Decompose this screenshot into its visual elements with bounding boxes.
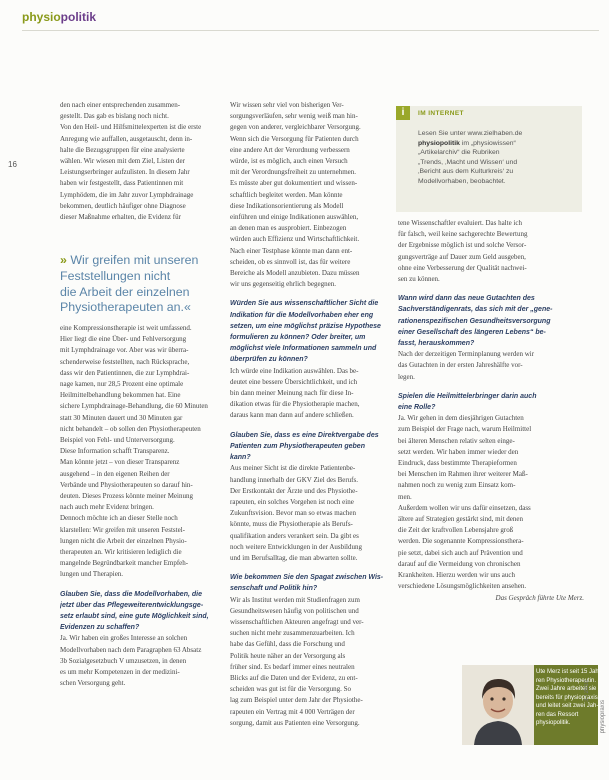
text-line: für falsch, weil keine sachgerechte Bewertung (398, 230, 528, 239)
text-line: ren das Ressort (536, 711, 579, 718)
text-line: gestellt. Das gab es bislang noch nicht. (60, 112, 169, 121)
text-line: statt 30 Minuten dauert und 30 Minuten gar (60, 413, 183, 422)
text-line: überprüfen zu können? (230, 356, 308, 364)
text-line: handlung innerhalb der GKV Ziel des Berufs. (230, 475, 358, 484)
text-line: Zukunftsvision. Bevor man so etwas machen (230, 509, 356, 518)
text-line: und leitet seit zwei Jah- (536, 703, 599, 709)
text-line: Glauben Sie, dass die Modellvorhaben, die (60, 590, 202, 598)
text-line: senschaft und Politik hin? (230, 585, 318, 593)
text-line: bei Menschen im Rahmen ihrer weiterer Maß- (398, 470, 528, 479)
pull-quote (60, 253, 225, 316)
text-line: physiopolitik im „physiowissen“ (418, 139, 516, 147)
text-line: Evidenzen zu schaffen? (60, 624, 140, 632)
col1-question (60, 589, 226, 634)
text-line: dass wir den Patientinnen, die zur Lymphdrai- (60, 368, 190, 377)
text-line: kann? (230, 454, 251, 462)
text-line: sorgungsverläufen, sehr wenig weiß man hin- (230, 112, 358, 121)
col2-top-lines (230, 100, 390, 290)
text-line: schenderweise feststellten, nach Rücksprache, (60, 357, 190, 366)
col1-top-lines (60, 100, 226, 223)
text-line: dieser Maßnahme erhalten, die Evidenz für (60, 213, 181, 222)
text-line: setzt werden. Wir haben immer wieder den (398, 447, 519, 456)
text-line: gungsverträge auf Dauer zum Geld ausgeben, (398, 252, 526, 261)
column-3 (398, 218, 584, 604)
col3-question-1 (398, 293, 584, 349)
text-line: wählen. Wir wiesen mit dem Ziel, Listen der (60, 157, 185, 166)
text-line: Verbände und Physiotherapeuten so darauf hin- (60, 480, 193, 489)
text-line: Aus meiner Sicht ist die direkte Patientenbe- (230, 464, 356, 473)
pull-quote-lines (60, 253, 198, 314)
text-line: Es müsste aber gut dokumentiert und wissen- (230, 179, 358, 188)
text-line: Lesen Sie unter www.zielhaben.de (418, 130, 523, 137)
text-line: mangelnde Begründbarkeit mancher Empfeh- (60, 559, 189, 568)
col2-answer-2 (230, 463, 390, 564)
text-line: sorgung, damit aus Patienten eine Versorgung. (230, 718, 360, 727)
text-line: haben wir festgestellt, dass Patientinnen mit (60, 179, 184, 188)
text-line: einer Gesellschaft des längeren Lebens“ be- (398, 328, 546, 336)
text-line: suchen nicht mehr zusammenzuarbeiten. Ich (230, 629, 355, 638)
text-line: setz erlaubt sind, eine gute Möglichkeit sind, (60, 613, 209, 621)
text-line: Anregung wie auffallen, ausgetauscht, denn in- (60, 134, 193, 143)
text-line: Wie bekommen Sie den Spagat zwischen Wis- (230, 574, 384, 582)
text-line: rapeuten, ein solches Vorgehen ist noch eine (230, 497, 354, 506)
text-line: halte die Bezugsgruppen für eine analysierte (60, 145, 185, 154)
text-line: Wenn sich die Versorgung für Patienten durch (230, 134, 359, 143)
text-line: Zwei Jahre arbeitet sie (536, 686, 597, 692)
text-line: qualifikation anders verankert sein. Da gibt es (230, 531, 359, 540)
text-line: „Artikelarchiv“ die Rubriken (418, 149, 500, 156)
text-line: und im Berufsalltag, die man abwarten sollte. (230, 553, 358, 562)
text-line: lag zum Beispiel unter dem Jahr der Physiothe- (230, 696, 363, 705)
text-line: sichere Lymphdrainage-Behandlung, die 60 Minuten (60, 402, 208, 411)
text-line: ‚Bericht aus dem Kulturkreis‘ zu (418, 168, 514, 175)
text-line: Wir wissen sehr viel von bisherigen Ver- (230, 101, 344, 109)
pull-quote-mark: » (60, 253, 67, 267)
text-line: Eindruck, dass bestimmte Therapieformen (398, 459, 517, 468)
text-line: diese Indikationsorientierung als Modell (230, 201, 344, 210)
text-line: Diese Information schafft Transparenz. (60, 447, 170, 456)
text-line: therapeuten an. Wir kritisieren lediglich die (60, 548, 182, 557)
text-line: rapeuten ein Vertrag mit 4 000 Verträgen der (230, 707, 355, 716)
text-line: es um mehr Kompetenzen in der medizini- (60, 668, 180, 677)
text-line: Würden Sie aus wissenschaftlicher Sicht die (230, 300, 379, 308)
text-line: das Gutachten in der ersten Jahreshälfte vor- (398, 361, 523, 370)
text-line: Ja. Wir haben ein großes Interesse an solchen (60, 634, 188, 643)
text-line: pie setzt, dabei sich auch auf Prävention und (398, 548, 523, 557)
info-box-text (418, 129, 522, 186)
text-line: 3b Sozialgesetzbuch V umzusetzen, in denen (60, 656, 187, 665)
text-line: früher sind. Es bedarf immer eines neutralen (230, 662, 355, 671)
text-line: Außerdem wollen wir uns dafür einsetzen, dass (398, 503, 531, 512)
text-line: ausgehend – in den eigenen Reihen der (60, 469, 170, 478)
internet-info-box (396, 106, 582, 212)
text-line: Man könnte jetzt – von dieser Transparenz (60, 458, 180, 467)
text-line: Politik heute näher an der Versorgung als (230, 651, 346, 660)
pull-quote-line: Feststellungen nicht (60, 268, 171, 283)
text-line: eine andere Art der Verordnung verbessern (230, 145, 350, 154)
text-line: physiopolitik. (536, 720, 571, 726)
column-1-bottom (60, 323, 226, 690)
pull-quote-line: Wir greifen mit unseren (70, 253, 199, 267)
text-line: Blicks auf die Daten und der Evidenz, zu ent- (230, 673, 358, 682)
text-line: deuten. Dieses Prozess könnte meiner Meinung (60, 492, 193, 501)
author-portrait-image (462, 665, 534, 745)
col3-answer-1 (398, 349, 584, 383)
info-box-title: IM INTERNET (418, 110, 464, 117)
text-line: bin dann meiner Meinung nach für diese In- (230, 389, 354, 398)
text-line: werden. Die sogenannte Kompressionsthera- (398, 537, 524, 546)
text-line: nach auch mehr Evidenz bringen. (60, 503, 154, 512)
col3-answer-2 (398, 413, 584, 592)
text-line: Spielen die Heilmittelerbringer darin auch (398, 392, 537, 400)
text-line: ren Physiotherapeutin. (536, 677, 597, 684)
text-line: bei älteren Menschen relativ selten einge- (398, 436, 515, 445)
text-line: verschiedene Lösungsmöglichkeiten ansehen. (398, 582, 527, 591)
text-line: ohne eine Verbesserung der Qualität nachwei- (398, 263, 527, 272)
col1-bottom-lines (60, 323, 226, 581)
text-line: Nach der derzeitigen Terminplanung werden wir (398, 350, 535, 359)
brand-part1: physio (22, 10, 61, 24)
text-line: bereits für physiopraxis (536, 694, 598, 701)
text-line: habe das Gefühl, dass die Forschung und (230, 640, 345, 649)
text-line: Patienten zum Physiotherapeuten geben (230, 442, 365, 450)
text-line: zum Beispiel der Frage nach, warum Heilmittel (398, 425, 532, 434)
text-line: noch weitere Entwicklungen in der Ausbildung (230, 542, 362, 551)
text-line: könnte, muss die Physiotherapie als Berufs- (230, 520, 353, 529)
header-divider (22, 30, 599, 31)
text-line: daraus kann man dann auf andere schließen. (230, 411, 354, 420)
text-line: „Trends, ‚Macht und Wissen‘ und (418, 158, 518, 166)
col3-question-2 (398, 391, 584, 413)
info-icon: i (396, 106, 410, 120)
text-line: schen Versorgung geht. (60, 679, 126, 688)
text-line: Dennoch möchte ich an dieser Stelle noch (60, 514, 178, 523)
text-line: Ich würde eine Indikation auswählen. Das be- (230, 366, 359, 375)
page-number: 16 (8, 160, 17, 169)
col3-top-lines (398, 218, 584, 285)
text-line: lungen und Therapien. (60, 570, 124, 579)
text-line: Ute Merz ist seit 15 Jah- (536, 669, 601, 675)
side-magazine-text: physiopraxis (600, 700, 606, 734)
text-line: men. (398, 492, 412, 501)
text-line: Krankheiten. Hierzu werden wir uns auch (398, 571, 516, 580)
text-line: wissenschaftlichen Akteuren angefragt und ver- (230, 617, 364, 626)
magazine-section-header (22, 10, 96, 24)
text-line: Ja. Wir gehen in dem diesjährigen Gutachten (398, 414, 524, 423)
text-line: lungen nicht die Arbeit der einzelnen Physio- (60, 536, 187, 545)
text-line: darauf auf die Vermeidung von chronischen (398, 559, 521, 568)
text-line: Modellvorhaben, beobachtet. (418, 177, 506, 185)
text-line: bekommen, deutlich häufiger ohne Diagnose (60, 201, 186, 210)
text-line: Heilmittelbehandlung bekommen hat. Eine (60, 391, 181, 400)
text-line: den nach einer entsprechenden zusammen- (60, 101, 181, 109)
text-line: formulieren zu können? Oder breiter, um (230, 334, 366, 342)
text-line: Wann wird dann das neue Gutachten des (398, 295, 535, 303)
pull-quote-line: die Arbeit der einzelnen (60, 284, 190, 299)
text-line: an denen man es ausprobiert. Einbezogen (230, 224, 347, 233)
text-line: setzen, um eine möglichst präzise Hypothese (230, 322, 381, 330)
text-line: Leistungserbringer aufzulisten. In diesem Jahr (60, 168, 190, 177)
text-line: einführen und einige Indikationen auswählen, (230, 213, 359, 222)
text-line: fasst, herauskommen? (398, 340, 475, 348)
text-line: würden auch Effizienz und Wirtschaftlichkeit. (230, 235, 360, 244)
text-line: Lymphödem, die im Jahr zuvor Lymphdrainage (60, 190, 194, 199)
text-line: möglichst viele Informationen sammeln und (230, 345, 377, 353)
text-line: sen zu können. (398, 275, 440, 284)
text-line: tene Wissenschaftler evaluiert. Das halte ich (398, 219, 522, 227)
col1-answer-lines (60, 633, 226, 689)
column-2 (230, 100, 390, 729)
text-line: Hier liegt die eine Über- und Fehlversorgung (60, 335, 187, 344)
text-line: eine Kompressionstherapie ist weit umfassend. (60, 324, 192, 332)
text-line: nahmen noch zu wenig zum Einsatz kom- (398, 481, 516, 490)
col2-answer-3 (230, 595, 390, 729)
text-line: ältere auf Strategien gestärkt sind, mit denen (398, 515, 523, 524)
text-line: Der Erstkontakt der Ärzte und des Physiothe- (230, 486, 358, 495)
text-line: dikation etwas für die Physiotherapie machen, (230, 400, 360, 409)
text-line: schaftlich begleitet werden. Man könnte (230, 190, 343, 199)
text-line: Indikation für die Modellvorhaben eher eng (230, 311, 374, 319)
col2-answer-1 (230, 366, 390, 422)
text-line: scheiden was gut ist für die Versorgung. So (230, 685, 352, 694)
column-1-top (60, 100, 226, 223)
text-line: Bereiche als Modell anzubieten. Dazu müssen (230, 269, 360, 278)
text-line: Sachverständigenrats, das sich mit der „gene- (398, 306, 553, 314)
text-line: eine Rolle? (398, 404, 436, 412)
text-line: Von den Heil- und Hilfsmittelexperten ist die erste (60, 123, 202, 132)
text-line: nage kamen, nur 28,5 Prozent eine optimale (60, 380, 184, 389)
text-line: wir uns gegenseitig ehrlich begegnen. (230, 280, 336, 289)
text-line: jetzt über das Pflegeweiterentwicklungsge- (60, 601, 204, 609)
text-line: rationenspezifischen Gesundheitsversorgung (398, 317, 551, 325)
text-line: nicht behandelt – ob sollen den Physiotherapeuten (60, 424, 201, 433)
pull-quote-line: Physiotherapeuten an.« (60, 300, 191, 315)
col2-question-2 (230, 430, 390, 464)
text-line: legen. (398, 372, 415, 381)
text-line: deutet eine bessere Übersichtlichkeit, und ich (230, 377, 358, 386)
text-line: die Zeit der kraftvollen Lebensjahre groß (398, 526, 514, 535)
text-line: Modellvorhaben nach dem Paragraphen 63 Absatz (60, 645, 202, 654)
text-line: mit der Verordnungsfreiheit zu unternehmen. (230, 168, 357, 177)
text-line: der Ergebnisse möglich ist und solche Versor- (398, 241, 527, 250)
brand-part2: politik (60, 10, 97, 24)
author-photo-box (462, 665, 601, 745)
interview-signature: Das Gespräch führte Ute Merz. (495, 593, 584, 602)
col2-question-1 (230, 298, 390, 365)
text-line: klarstellen: Wir greifen mit unseren Feststel- (60, 525, 185, 534)
text-line: Wir als Institut werden mit Studienfragen zum (230, 595, 360, 604)
text-line: würde, ist es möglich, auch einen Versuch (230, 157, 348, 166)
text-line: Beispiel von Fehl- und Unterversorgung. (60, 436, 175, 445)
text-line: Gesundheitswesen häufig von politischen und (230, 606, 359, 615)
text-line: gegen von anderer, vergleichbarer Versorgung. (230, 123, 361, 132)
text-line: mit Lymphdrainage vor. Aber was wir überra- (60, 346, 189, 355)
text-line: scheiden, ob es sinnvoll ist, das für weitere (230, 257, 351, 266)
text-line: Nach einer Testphase könnte man dann ent- (230, 246, 353, 255)
col2-question-3 (230, 572, 390, 594)
side-issue-text: 3 / 2010 (584, 680, 590, 702)
photo-caption (536, 668, 601, 728)
text-line: Glauben Sie, dass es eine Direktvergabe des (230, 431, 379, 439)
